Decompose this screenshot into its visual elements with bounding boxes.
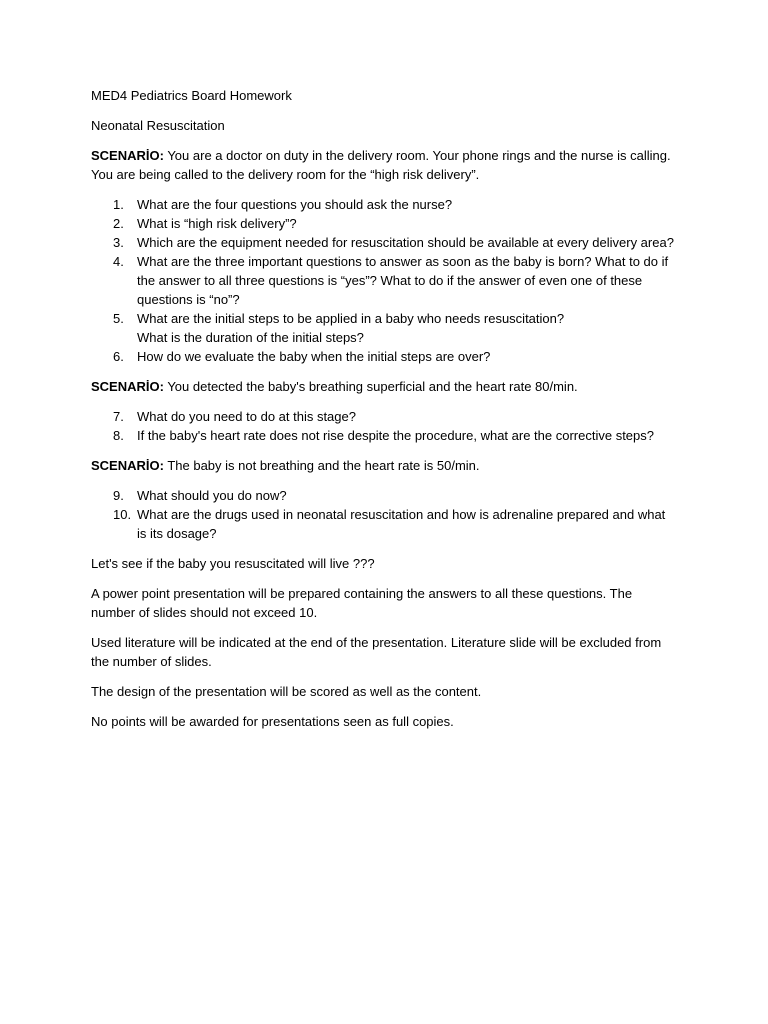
scenario-label: SCENARİO: — [91, 458, 164, 473]
list-item — [91, 505, 678, 543]
question-text: Which are the equipment needed for resuscitation should be available at every delivery area? — [137, 235, 674, 250]
list-number: 1. — [113, 197, 124, 212]
document-title: MED4 Pediatrics Board Homework — [91, 88, 292, 103]
instructions-paragraph: A power point presentation will be prepared containing the answers to all these questions. The number of slides should not exceed 10. — [91, 586, 633, 620]
list-item — [91, 252, 678, 309]
list-number: 2. — [113, 216, 124, 231]
question-text: If the baby's heart rate does not rise despite the procedure, what are the corrective steps? — [137, 428, 654, 443]
scoring-paragraph: The design of the presentation will be scored as well as the content. — [91, 684, 482, 699]
question-text: How do we evaluate the baby when the initial steps are over? — [137, 349, 491, 364]
scenario-label: SCENARİO: — [91, 148, 164, 163]
question-text: What are the three important questions to answer as soon as the baby is born? What to do if the answer to all three questions is “yes”? What to do if the answer of even one of these questions is “no”? — [137, 254, 669, 307]
list-number: 10. — [113, 507, 132, 522]
scenario-2 — [91, 377, 678, 396]
list-number: 3. — [113, 235, 124, 250]
list-item — [91, 233, 678, 252]
question-text: What are the four questions you should ask the nurse? — [137, 197, 453, 212]
question-text: What do you need to do at this stage? — [137, 409, 356, 424]
question-list-2 — [91, 407, 678, 445]
list-number: 6. — [113, 349, 124, 364]
list-number: 7. — [113, 409, 124, 424]
scenario-3 — [91, 456, 678, 475]
question-text-continuation: What is the duration of the initial steps? — [137, 330, 364, 345]
plagiarism-paragraph: No points will be awarded for presentations seen as full copies. — [91, 714, 454, 729]
scenario-text: You detected the baby's breathing superficial and the heart rate 80/min. — [163, 379, 578, 394]
question-text: What are the initial steps to be applied in a baby who needs resuscitation? — [137, 311, 565, 326]
list-number: 5. — [113, 311, 124, 326]
closing-question: Let's see if the baby you resuscitated will live ??? — [91, 556, 375, 571]
scenario-text: The baby is not breathing and the heart rate is 50/min. — [163, 458, 480, 473]
scenario-label: SCENARİO: — [91, 379, 164, 394]
document-subtitle: Neonatal Resuscitation — [91, 118, 225, 133]
question-text: What are the drugs used in neonatal resuscitation and how is adrenaline prepared and what is its dosage? — [137, 507, 666, 541]
literature-paragraph: Used literature will be indicated at the end of the presentation. Literature slide will be excluded from the number of slides. — [91, 635, 662, 669]
scenario-1 — [91, 146, 678, 184]
question-list-3 — [91, 486, 678, 543]
question-text: What is “high risk delivery”? — [137, 216, 297, 231]
list-item — [91, 486, 678, 505]
question-text: What should you do now? — [137, 488, 287, 503]
list-number: 8. — [113, 428, 124, 443]
question-list-1 — [91, 195, 678, 366]
list-number: 4. — [113, 254, 124, 269]
list-item — [91, 309, 678, 347]
list-item — [91, 195, 678, 214]
list-item — [91, 407, 678, 426]
list-item — [91, 426, 678, 445]
list-item — [91, 214, 678, 233]
list-number: 9. — [113, 488, 124, 503]
list-item — [91, 347, 678, 366]
scenario-text: You are a doctor on duty in the delivery room. Your phone rings and the nurse is calling. You are being called to the delivery room for the “high risk delivery”. — [91, 148, 671, 182]
